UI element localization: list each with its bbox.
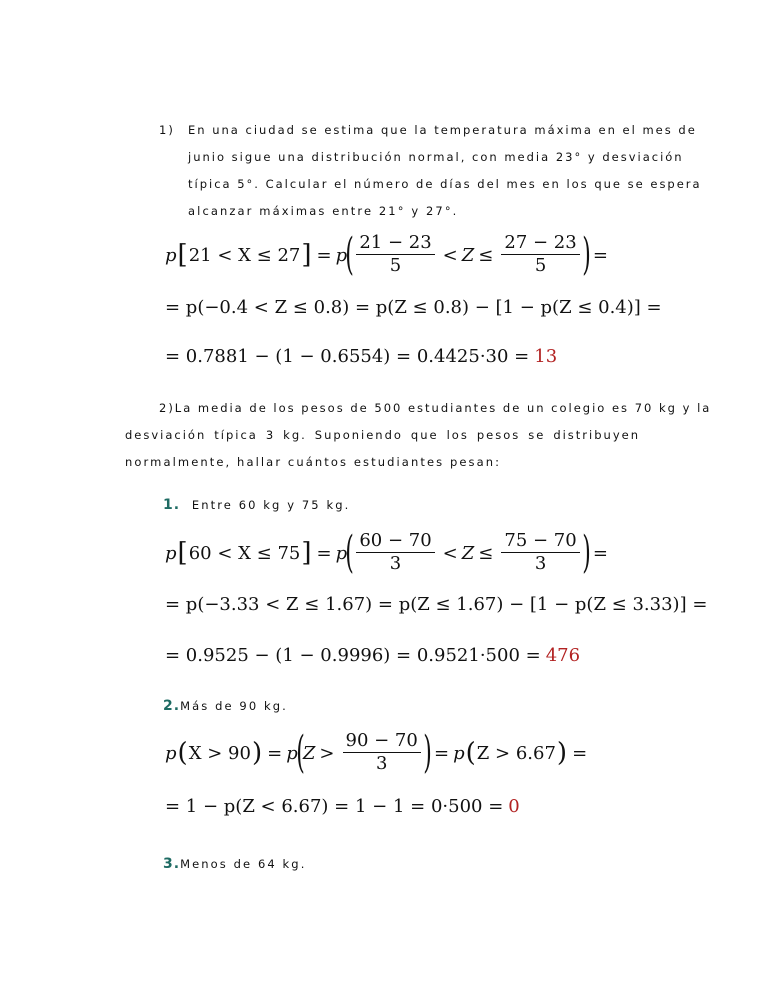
item-2-equation-2: = 1 − p(Z < 6.67) = 1 − 1 = 0·500 = 0 bbox=[165, 796, 520, 817]
item-number: 1. bbox=[163, 497, 181, 513]
eq-lhs: X > 90 bbox=[188, 742, 251, 764]
item-label: Menos de 64 kg. bbox=[180, 857, 307, 871]
item-number: 3. bbox=[163, 856, 181, 872]
item-2-equation-1: p ( X > 90 ) = p ( Z > $\frac{90 - 70}{3}$ ) = p ( Z > 6.67 ) = bbox=[165, 727, 588, 778]
item-label: Entre 60 kg y 75 kg. bbox=[191, 498, 351, 512]
result-value: 13 bbox=[534, 346, 558, 367]
problem-2-line-1: 2)La media de los pesos de 500 estudiantes de un colegio es 70 kg y la bbox=[159, 401, 712, 415]
problem-1-line-1: En una ciudad se estima que la temperatura máxima en el mes de bbox=[188, 123, 697, 137]
problem-1-line-2: junio sigue una distribución normal, con media 23° y desviación bbox=[188, 150, 684, 164]
eq-lhs: 60 < X ≤ 75 bbox=[188, 542, 301, 564]
fraction: $\frac{27 - 23}{5}$ bbox=[501, 233, 579, 277]
fraction: $\frac{60 - 70}{3}$ bbox=[356, 531, 434, 575]
eq-rhs: Z > 6.67 bbox=[476, 742, 556, 764]
item-1-equation-1: p [ 60 < X ≤ 75 ] = p ( $\frac{60 - 70}{3}$ < Z ≤ $\frac{75 - 70}{3}$ ) = bbox=[165, 527, 608, 578]
item-1-equation-3: = 0.9525 − (1 − 0.9996) = 0.9521·500 = 476 bbox=[165, 645, 581, 666]
item-number: 2. bbox=[163, 698, 181, 714]
problem-1-equation-3: = 0.7881 − (1 − 0.6554) = 0.4425·30 = 13 bbox=[165, 346, 558, 367]
item-label: Más de 90 kg. bbox=[180, 699, 288, 713]
result-value: 476 bbox=[545, 645, 581, 666]
fraction: $\frac{21 - 23}{5}$ bbox=[356, 233, 434, 277]
eq-lhs: 21 < X ≤ 27 bbox=[188, 244, 301, 266]
item-3-heading bbox=[163, 856, 306, 872]
problem-1-number: 1) bbox=[159, 123, 176, 137]
problem-1-equation-2: = p(−0.4 < Z ≤ 0.8) = p(Z ≤ 0.8) − [1 − p(Z ≤ 0.4)] = bbox=[165, 297, 662, 318]
fraction: $\frac{75 - 70}{3}$ bbox=[501, 531, 579, 575]
problem-2-line-3: normalmente, hallar cuántos estudiantes pesan: bbox=[125, 455, 502, 469]
problem-1-line-4: alcanzar máximas entre 21° y 27°. bbox=[188, 204, 459, 218]
fraction: $\frac{90 - 70}{3}$ bbox=[343, 731, 421, 775]
item-1-heading bbox=[163, 497, 350, 513]
problem-1-line-3: típica 5°. Calcular el número de días del mes en los que se espera bbox=[188, 177, 702, 191]
item-1-equation-2: = p(−3.33 < Z ≤ 1.67) = p(Z ≤ 1.67) − [1 − p(Z ≤ 3.33)] = bbox=[165, 594, 708, 615]
item-2-heading bbox=[163, 698, 288, 714]
problem-1-equation-1: p [ 21 < X ≤ 27 ] = p ( $\frac{21 - 23}{5}$ < Z ≤ $\frac{27 - 23}{5}$ ) = bbox=[165, 229, 608, 280]
result-value: 0 bbox=[508, 796, 520, 817]
problem-2-line-2: desviación típica 3 kg. Suponiendo que los pesos se distribuyen bbox=[125, 428, 640, 442]
